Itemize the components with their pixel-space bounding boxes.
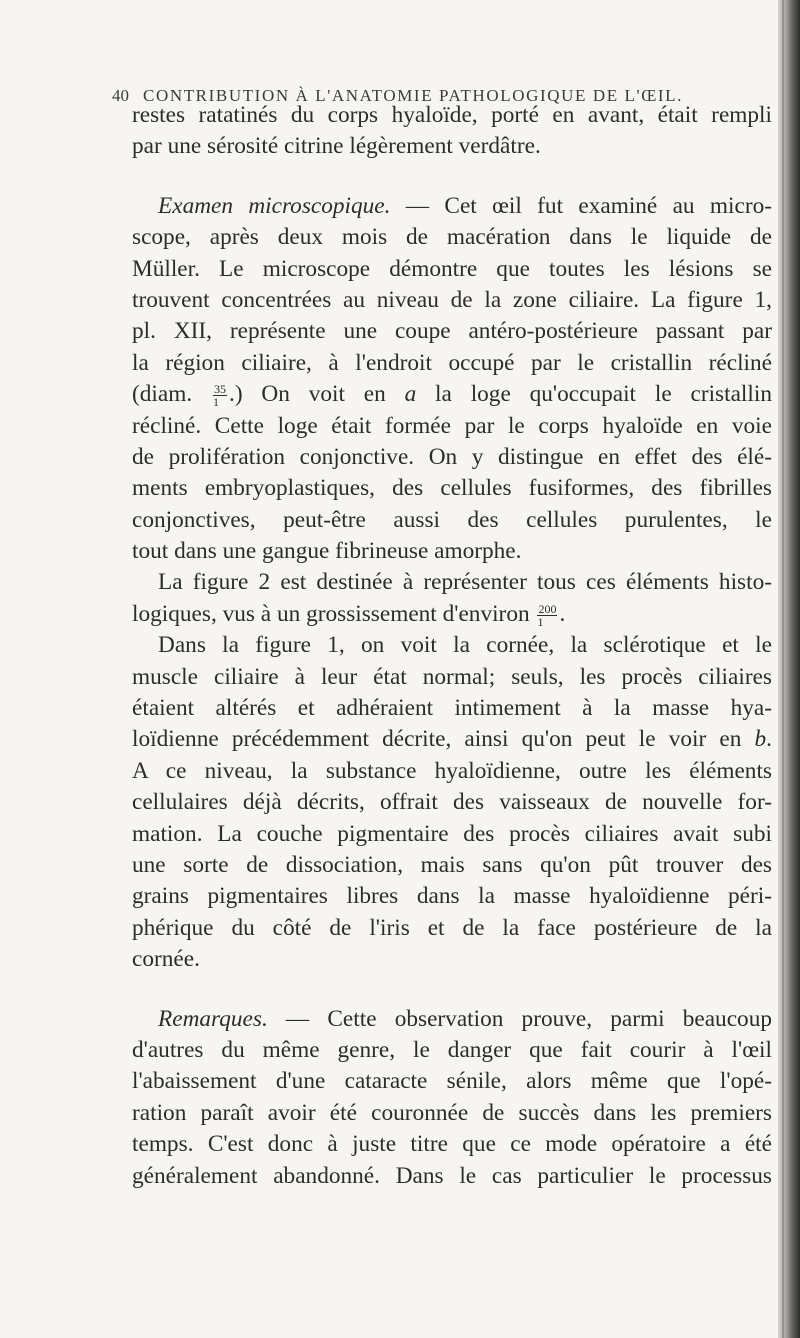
text-line: généralement abandonné. Dans le cas particulier le processus bbox=[132, 1162, 772, 1189]
text-span: . bbox=[559, 600, 566, 627]
text-line: A ce niveau, la substance hyaloïdienne, outre les éléments bbox=[132, 757, 772, 784]
text-line: ration paraît avoir été couronnée de succès dans les premiers bbox=[132, 1099, 772, 1126]
text-line: tout dans une gangue fibrineuse amorphe. bbox=[132, 538, 522, 565]
section-heading-remarques: Remarques. bbox=[158, 1005, 268, 1032]
text-line: cellulaires déjà décrits, offrait des vaisseaux de nouvelle for- bbox=[132, 789, 772, 816]
text-line: d'autres du même genre, le danger que fait courir à l'œil bbox=[132, 1036, 772, 1063]
text-line: conjonctives, peut-être aussi des cellules purulentes, le bbox=[132, 506, 772, 533]
text-line: par une sérosité citrine légèrement verdâtre. bbox=[132, 133, 541, 160]
text-line: Dans la figure 1, on voit la cornée, la sclérotique et le bbox=[158, 632, 772, 659]
page-number: 40 bbox=[112, 86, 129, 105]
fraction-denominator: 1 bbox=[537, 615, 544, 630]
figure-letter-b: b bbox=[754, 726, 767, 753]
text-line: l'abaissement d'une cataracte sénile, alors même que l'opé- bbox=[132, 1068, 772, 1095]
text-line: une sorte de dissociation, mais sans qu'on pût trouver des bbox=[132, 851, 772, 878]
fraction-denominator: 1 bbox=[213, 395, 219, 410]
text-line: pl. XII, représente une coupe antéro-postérieure passant par bbox=[132, 318, 772, 345]
fraction-diameter bbox=[213, 383, 227, 408]
text-line bbox=[132, 191, 772, 222]
text-line: mation. La couche pigmentaire des procès ciliaires avait subi bbox=[132, 820, 772, 847]
text-line: Müller. Le microscope démontre que toutes les lésions se bbox=[132, 255, 772, 282]
text-line: scope, après deux mois de macération dans le liquide de bbox=[132, 224, 772, 251]
text-span: logiques, vus à un grossissement d'environ bbox=[132, 600, 536, 627]
text-line bbox=[132, 724, 772, 755]
text-line bbox=[132, 379, 772, 410]
figure-letter-a: a bbox=[404, 381, 417, 408]
body-text bbox=[132, 100, 772, 1192]
text-span: la loge qu'occupait le cristallin bbox=[416, 381, 772, 408]
text-line: temps. C'est donc à juste titre que ce mode opératoire a été bbox=[132, 1131, 772, 1158]
text-line: La figure 2 est destinée à représenter tous ces éléments histo- bbox=[158, 569, 772, 596]
text-span: — Cet œil fut examiné au micro- bbox=[390, 192, 772, 219]
text-line: récliné. Cette loge était formée par le corps hyaloïde en voie bbox=[132, 412, 772, 439]
section-heading-examen: Examen microscopique. bbox=[158, 192, 391, 219]
fraction-numerator: 200 bbox=[538, 602, 557, 617]
text-line: cornée. bbox=[132, 946, 200, 973]
text-line: la région ciliaire, à l'endroit occupé par le cristallin récliné bbox=[132, 349, 772, 376]
text-span: (diam. bbox=[132, 381, 211, 408]
text-line: muscle ciliaire à leur état normal; seuls, les procès ciliaires bbox=[132, 663, 772, 690]
text-span: . bbox=[766, 726, 772, 753]
scan-page-edge bbox=[778, 0, 800, 1338]
text-line bbox=[132, 1004, 772, 1035]
text-line: phérique du côté de l'iris et de la face postérieure de la bbox=[132, 914, 772, 941]
text-span: .) On voit en bbox=[229, 381, 405, 408]
text-line: grains pigmentaires libres dans la masse hyaloïdienne péri- bbox=[132, 883, 772, 910]
text-line: trouvent concentrées au niveau de la zone ciliaire. La figure 1, bbox=[132, 286, 772, 313]
running-title: CONTRIBUTION À L'ANATOMIE PATHOLOGIQUE DE L'ŒIL. bbox=[143, 86, 684, 105]
text-line: ments embryoplastiques, des cellules fusiformes, des fibrilles bbox=[132, 475, 772, 502]
text-line bbox=[132, 599, 772, 630]
text-span: — Cette observation prouve, parmi beaucoup bbox=[267, 1005, 772, 1032]
text-line: étaient altérés et adhéraient intimement à la masse hya- bbox=[132, 695, 772, 722]
fraction-magnification bbox=[537, 603, 557, 628]
text-span: loïdienne précédemment décrite, ainsi qu'on peut le voir en bbox=[132, 726, 755, 753]
fraction-numerator: 35 bbox=[214, 382, 226, 397]
text-line: restes ratatinés du corps hyaloïde, porté en avant, était rempli bbox=[132, 102, 772, 128]
text-line: de prolifération conjonctive. On y distingue en effet des élé- bbox=[132, 443, 772, 470]
